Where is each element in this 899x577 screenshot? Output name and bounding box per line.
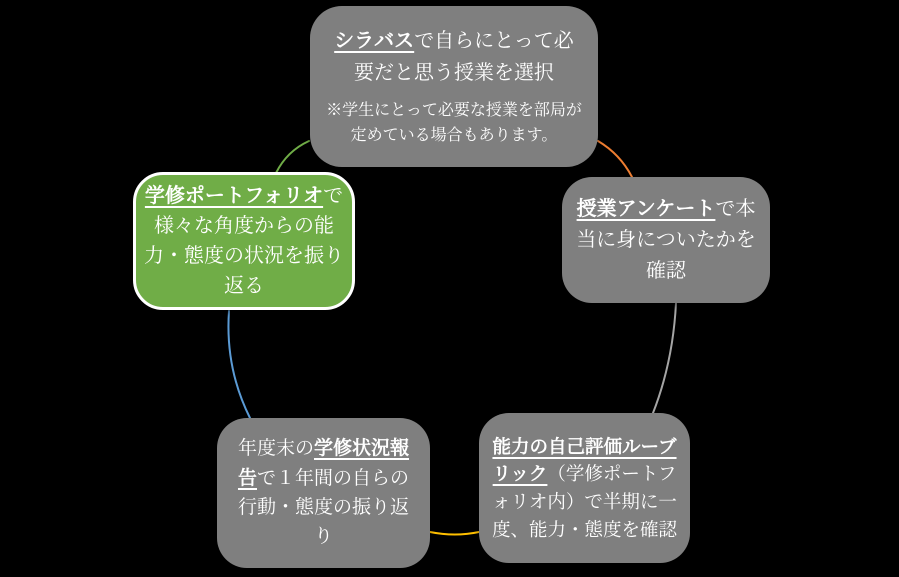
node-syllabus: [310, 6, 598, 167]
node-survey-keyword: 授業アンケート: [576, 197, 716, 220]
node-portfolio-text: [144, 181, 344, 301]
node-syllabus-note: ※学生にとって必要な授業を部局が定めている場合もあります。: [326, 101, 582, 144]
node-portfolio: [133, 172, 355, 310]
connector-rubric-to-report: [430, 532, 479, 535]
node-report-pre: 年度末の: [237, 438, 314, 460]
node-syllabus-text: [326, 25, 582, 89]
node-portfolio-rest: で様々な角度からの能力・態度の状況を振り返る: [144, 185, 344, 297]
node-portfolio-keyword: 学修ポートフォリオ: [144, 185, 324, 207]
connector-report-to-portfolio: [228, 311, 250, 418]
node-report: [217, 418, 430, 568]
node-report-rest: で１年間の自らの行動・態度の振り返り: [237, 467, 410, 548]
node-rubric-keyword: 能力の自己評価ルーブリック: [492, 435, 677, 485]
node-report-text: [229, 434, 418, 552]
node-rubric: [479, 413, 690, 563]
node-survey-rest: で本当に身についたかを確認: [576, 197, 756, 282]
node-survey: [562, 177, 770, 303]
node-syllabus-keyword: シラバス: [334, 29, 415, 52]
node-report-keyword: 学修状況報告: [237, 438, 410, 489]
node-rubric-rest: （学修ポートフォリオ内）で半期に一度、能力・態度を確認: [491, 463, 677, 540]
connector-survey-to-rubric: [653, 303, 676, 413]
connector-portfolio-to-syllabus: [276, 141, 309, 173]
connector-syllabus-to-survey: [598, 141, 632, 177]
node-syllabus-rest: で自らにとって必要だと思う授業を選択: [354, 29, 574, 84]
node-survey-text: [574, 194, 758, 287]
node-rubric-text: [490, 433, 679, 544]
